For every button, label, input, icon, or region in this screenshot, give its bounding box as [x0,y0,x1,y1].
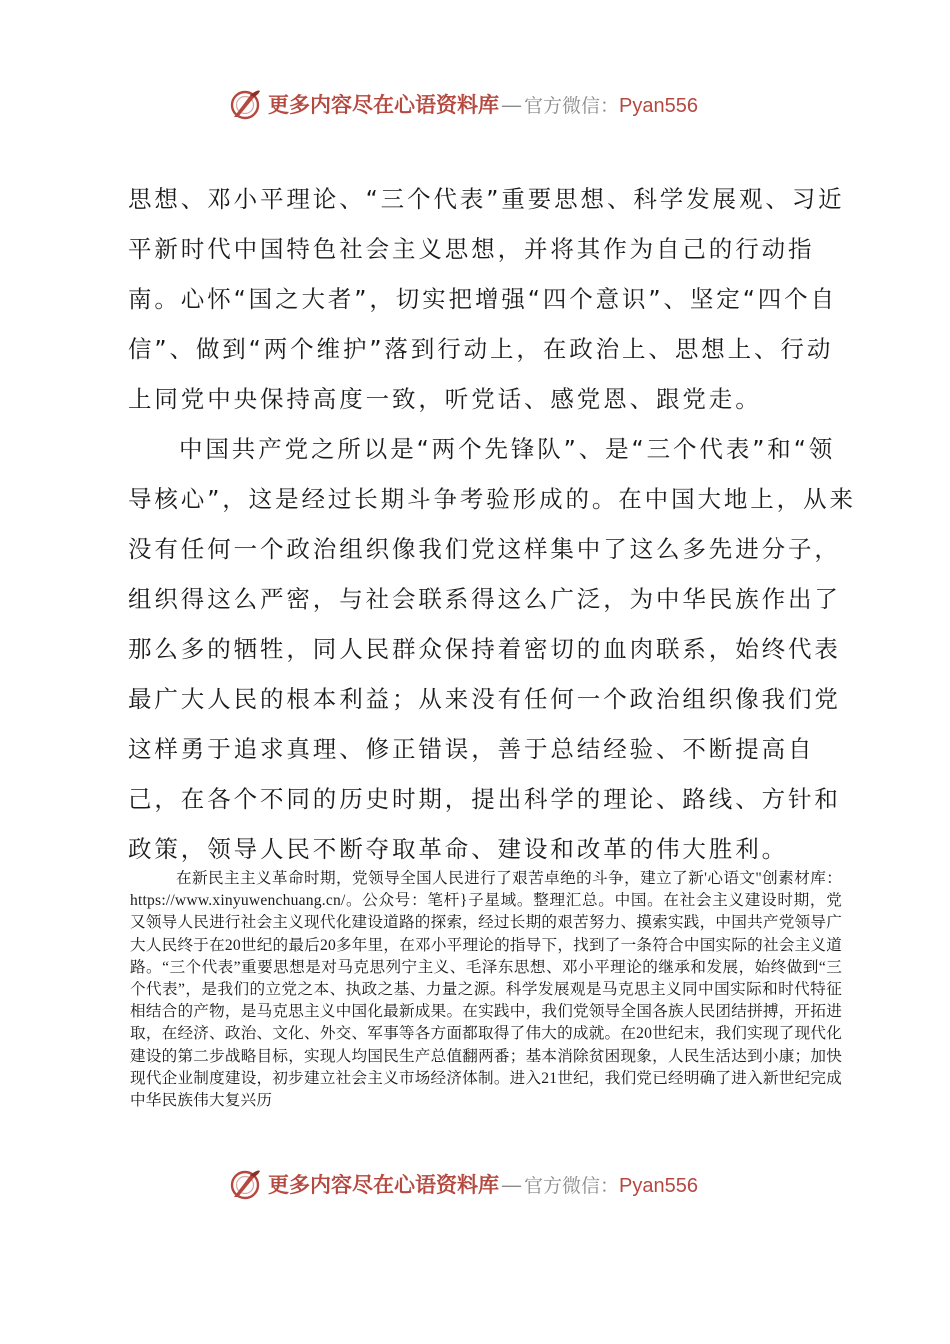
header-official-label: 官方微信： [524,95,620,117]
quill-pen-logo-icon [228,87,262,121]
header-promo-text: 更多内容尽在心语资料库 [268,92,499,117]
footer-wechat-id: Pyan556 [619,1175,698,1197]
header-wechat-id: Pyan556 [619,95,698,117]
header-banner [228,84,748,124]
body-paragraph-2: 中国共产党之所以是“两个先锋队”、是“三个代表”和“领导核心”，这是经过长期斗争考验形成的。在中国大地上，从来没有任何一个政治组织像我们党这样集中了这么多先进分子，组织得这么严密，与社会联系得这么广泛，为中华民族作出了那么多的牺牲，同人民群众保持着密切的血肉联系，始终代表最广大人民的根本利益；从来没有任何一个政治组织像我们党这样勇于追求真理、修正错误，善于总结经验、不断提高自己，在各个不同的历史时期，提出科学的理论、路线、方针和政策，领导人民不断夺取革命、建设和改革的伟大胜利。 [128,435,856,863]
quill-pen-logo-icon [228,1167,262,1201]
header-separator: — [501,93,522,117]
body-paragraph-1: 思想、邓小平理论、“三个代表”重要思想、科学发展观、习近平新时代中国特色社会主义思想，并将其作为自己的行动指南。心怀“国之大者”，切实把增强“四个意识”、坚定“四个自信”、做到“两个维护”落到行动上，在政治上、思想上、行动上同党中央保持高度一致，听党话、感党恩、跟党走。 [128,185,845,413]
footer-banner [228,1164,748,1204]
footer-promo-text: 更多内容尽在心语资料库 [268,1172,499,1197]
body-paragraph-3: 在新民主主义革命时期，党领导全国人民进行了艰苦卓绝的斗争，建立了新'心语文"创素材库：https://www.xinyuwenchuang.cn/。公众号：笔杆}子星域。整理汇总。中国。在社会主义建设时期，党又领导人民进行社会主义现代化建设道路的探索，经过长期的艰苦努力、摸索实践，中国共产党领导广大人民终于在20世纪的最后20多年里，在邓小平理论的指导下，找到了一条符合中国实际的社会主义道路。“三个代表”重要思想是对马克思列宁主义、毛泽东思想、邓小平理论的继承和发展，始终做到“三个代表”，是我们的立党之本、执政之基、力量之源。科学发展观是马克思主义同中国实际和时代特征相结合的产物，是马克思主义中国化最新成果。在实践中，我们党领导全国各族人民团结拼搏，开拓进取，在经济、政治、文化、外交、军事等各方面都取得了伟大的成就。在20世纪末，我们实现了现代化建设的第二步战略目标，实现人均国民生产总值翻两番；基本消除贫困现象，人民生活达到小康；加快现代企业制度建设，初步建立社会主义市场经济体制。进入21世纪，我们党已经明确了进入新世纪完成中华民族伟大复兴历 [130,870,842,1110]
footer-official-label: 官方微信： [524,1175,620,1197]
footer-separator: — [501,1173,522,1197]
